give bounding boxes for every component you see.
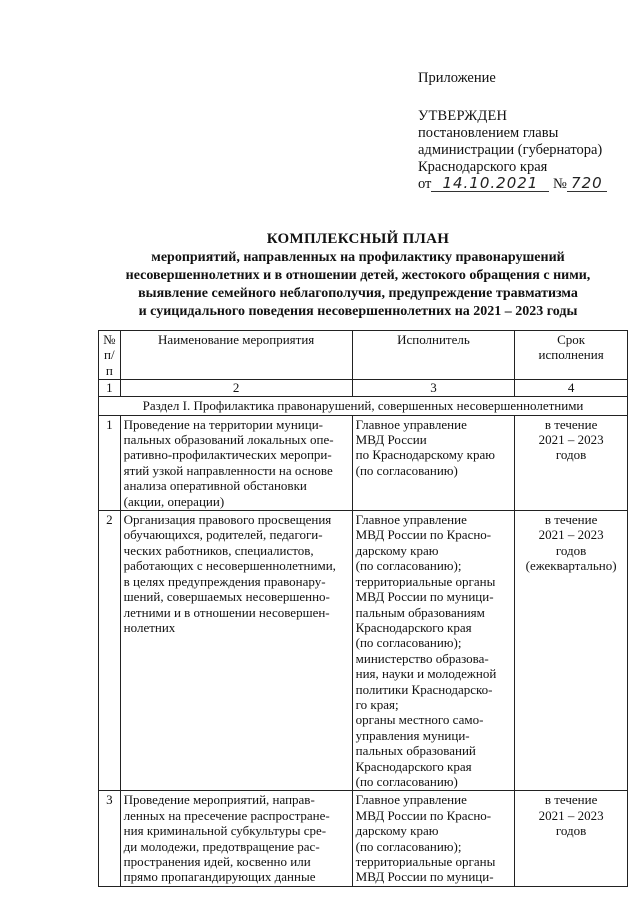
handwritten-number: 720 [567, 176, 607, 192]
date-prefix: от [418, 176, 432, 192]
column-index: 3 [352, 380, 515, 397]
column-index: 1 [99, 380, 121, 397]
header-num: № п/п [99, 331, 121, 380]
header-executor: Исполнитель [352, 331, 515, 380]
column-index: 2 [120, 380, 352, 397]
plan-table [98, 330, 628, 887]
row-executor: Главное управление МВД России по Красно- дарскому краю (по согласованию); территориальные органы МВД России по муници- [352, 791, 515, 886]
section-title: Раздел I. Профилактика правонарушений, совершенных несовершеннолетними [99, 397, 628, 415]
title-line: и суицидального поведения несовершеннолетних на 2021 – 2023 годы [138, 304, 578, 319]
header-term: Срок исполнения [515, 331, 628, 380]
approved-label: УТВЕРЖДЕН [418, 108, 508, 124]
header-name: Наименование мероприятия [120, 331, 352, 380]
title-line: несовершеннолетних и в отношении детей, жестокого обращения с ними, [125, 268, 591, 283]
row-executor: Главное управление МВД России по Краснодарскому краю (по согласованию) [352, 415, 515, 510]
approval-block [418, 70, 640, 193]
table-header-row [99, 331, 628, 380]
title-line: выявление семейного неблагополучия, предупреждение травматизма [138, 286, 578, 301]
approval-line: администрации (губернатора) [418, 142, 603, 158]
table-row [99, 415, 628, 510]
table-row [99, 791, 628, 886]
table-row [99, 511, 628, 791]
annex-label: Приложение [418, 70, 496, 86]
column-index-row [99, 380, 628, 397]
handwritten-date: 14.10.2021 [431, 176, 549, 192]
row-name: Организация правового просвещения обучающихся, родителей, педагоги- ческих работников, специалистов, работающих с несовершеннолетними, в целях предупреждения правонару- шений, совершаемых несовершенно- летними и в отношении несовершен- нолетних [120, 511, 352, 791]
number-prefix: № [553, 176, 567, 192]
row-name: Проведение на территории муници- пальных образований локальных опе- ративно-профилактических меропри- ятий узкой направленности на основе анализа оперативной обстановки (акции, операции) [120, 415, 352, 510]
title-line: мероприятий, направленных на профилактику правонарушений [151, 250, 565, 265]
row-num: 3 [99, 791, 121, 886]
approval-line: Краснодарского края [418, 159, 548, 175]
row-term: в течение 2021 – 2023 годов [515, 791, 628, 886]
row-num: 2 [99, 511, 121, 791]
column-index: 4 [515, 380, 628, 397]
approval-line: постановлением главы [418, 125, 559, 141]
row-term: в течение 2021 – 2023 годов [515, 415, 628, 510]
row-executor: Главное управление МВД России по Красно- дарскому краю (по согласованию); территориальные органы МВД России по муници- пальным образованиям Краснодарского края (по согласованию); министерство образова- ния, науки и молодежной политики Краснодарско- го края; органы местного само- управления муници- пальных образований Краснодарского края (по согласованию) [352, 511, 515, 791]
row-name: Проведение мероприятий, направ- ленных на пресечение распростране- ния криминальной субкультуры сре- ди молодежи, предотвращение рас- пространения идей, косвенно или прямо пропагандирующих данные [120, 791, 352, 886]
title-main: КОМПЛЕКСНЫЙ ПЛАН [266, 231, 450, 247]
approval-date-line [418, 176, 640, 193]
row-num: 1 [99, 415, 121, 510]
document-title [92, 230, 624, 321]
section-row [99, 397, 628, 415]
row-term: в течение 2021 – 2023 годов (ежеквартально) [515, 511, 628, 791]
